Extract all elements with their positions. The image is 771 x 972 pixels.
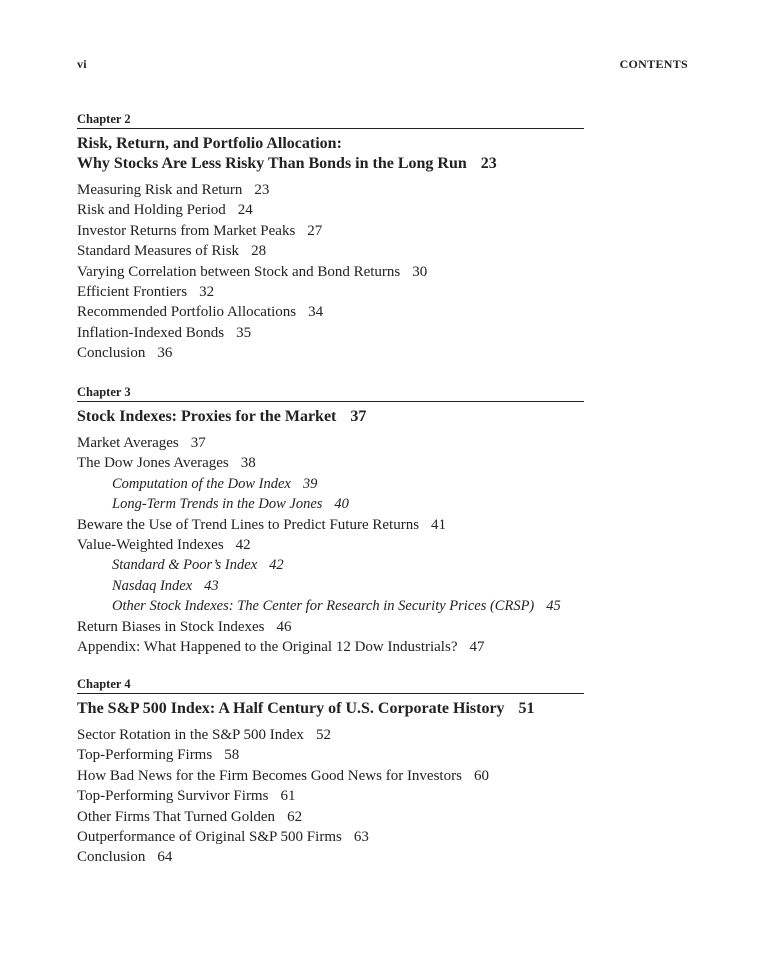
toc-subentry[interactable] (77, 596, 584, 616)
toc-entry[interactable] (77, 180, 584, 200)
entry-page-number: 52 (315, 727, 331, 743)
entry-title: Other Firms That Turned Golden (77, 808, 276, 825)
chapter-title-line: Risk, Return, and Portfolio Allocation: (77, 135, 342, 152)
entry-title: Conclusion (77, 345, 146, 362)
chapter-page-number: 37 (350, 408, 367, 425)
entry-title: Inflation-Indexed Bonds (77, 324, 225, 341)
entry-page-number: 35 (236, 324, 252, 341)
section-list (77, 433, 584, 657)
toc-subentry[interactable] (77, 494, 584, 514)
entry-page-number: 41 (431, 516, 447, 533)
entry-title: Measuring Risk and Return (77, 182, 243, 198)
entry-page-number: 58 (224, 747, 240, 764)
chapter-title-line: Why Stocks Are Less Risky Than Bonds in the Long Run (77, 155, 467, 172)
entry-title: Market Averages (77, 435, 179, 451)
entry-page-number: 24 (237, 202, 253, 219)
entry-title: Appendix: What Happened to the Original 12 Dow Industrials? (77, 639, 458, 656)
running-head (77, 57, 688, 73)
entry-page-number: 40 (334, 496, 349, 513)
toc-entry[interactable] (77, 221, 584, 241)
entry-page-number: 39 (302, 475, 318, 492)
entry-title: Long-Term Trends in the Dow Jones (112, 496, 323, 513)
chapter-rule (77, 128, 584, 129)
entry-page-number: 42 (269, 557, 284, 574)
chapter-title (77, 407, 584, 427)
entry-title: Standard Measures of Risk (77, 243, 240, 260)
toc-entry[interactable] (77, 515, 584, 535)
entry-page-number: 32 (199, 284, 215, 301)
entry-title: Outperformance of Original S&P 500 Firms (77, 829, 342, 846)
entry-title: Investor Returns from Market Peaks (77, 222, 296, 239)
chapter-page-number: 23 (480, 155, 497, 172)
entry-title: Beware the Use of Trend Lines to Predict Future Returns (77, 516, 420, 533)
chapter-rule (77, 401, 584, 402)
chapter-rule (77, 693, 584, 694)
toc-entry[interactable] (77, 535, 584, 555)
entry-page-number: 60 (473, 767, 489, 784)
toc-entry[interactable] (77, 847, 584, 867)
entry-title: Top-Performing Firms (77, 747, 213, 764)
section-list (77, 180, 584, 364)
toc-entry[interactable] (77, 637, 584, 657)
entry-title: Recommended Portfolio Allocations (77, 304, 297, 321)
entry-page-number: 27 (307, 222, 323, 239)
entry-title: Standard & Poor’s Index (112, 557, 258, 574)
entry-title: Nasdaq Index (112, 577, 193, 594)
entry-page-number: 34 (308, 304, 324, 321)
toc-entry[interactable] (77, 241, 584, 261)
entry-title: Efficient Frontiers (77, 284, 188, 301)
chapter-title-line: Stock Indexes: Proxies for the Market (77, 408, 337, 425)
entry-title: Computation of the Dow Index (112, 475, 291, 492)
entry-page-number: 46 (276, 618, 292, 635)
toc-entry[interactable] (77, 200, 584, 220)
toc-subentry[interactable] (77, 555, 584, 575)
entry-title: Risk and Holding Period (77, 202, 226, 219)
section-list (77, 725, 584, 868)
entry-page-number: 47 (469, 639, 485, 656)
toc-entry[interactable] (77, 302, 584, 322)
toc-entry[interactable] (77, 323, 584, 343)
toc-entry[interactable] (77, 807, 584, 827)
toc-entry[interactable] (77, 433, 584, 453)
toc-entry[interactable] (77, 617, 584, 637)
chapter-4-section (77, 675, 584, 868)
entry-page-number: 23 (254, 182, 270, 198)
entry-page-number: 36 (157, 345, 173, 362)
entry-title: Varying Correlation between Stock and Bond Returns (77, 263, 401, 280)
page-folio: vi (77, 57, 87, 71)
entry-title: Value-Weighted Indexes (77, 537, 224, 554)
toc-subentry[interactable] (77, 576, 584, 596)
chapter-page-number: 51 (518, 700, 535, 717)
toc-entry[interactable] (77, 282, 584, 302)
chapter-3-section (77, 383, 584, 657)
entry-title: Return Biases in Stock Indexes (77, 618, 265, 635)
entry-page-number: 37 (190, 435, 206, 451)
toc-entry[interactable] (77, 725, 584, 745)
entry-page-number: 28 (251, 243, 267, 260)
entry-page-number: 30 (412, 263, 428, 280)
toc-entry[interactable] (77, 786, 584, 806)
entry-page-number: 45 (546, 598, 561, 615)
entry-title: Sector Rotation in the S&P 500 Index (77, 727, 304, 743)
entry-page-number: 64 (157, 849, 173, 866)
entry-page-number: 43 (204, 577, 219, 594)
chapter-title (77, 134, 584, 174)
chapter-label: Chapter 4 (77, 677, 131, 691)
entry-title: Other Stock Indexes: The Center for Research in Security Prices (CRSP) (112, 598, 535, 615)
toc-entry[interactable] (77, 827, 584, 847)
toc-subentry[interactable] (77, 474, 584, 494)
toc-entry[interactable] (77, 262, 584, 282)
toc-entry[interactable] (77, 766, 584, 786)
entry-title: Top-Performing Survivor Firms (77, 788, 269, 805)
toc-entry[interactable] (77, 745, 584, 765)
toc-entry[interactable] (77, 343, 584, 363)
chapter-2-section (77, 110, 584, 364)
toc-entry[interactable] (77, 453, 584, 473)
entry-title: The Dow Jones Averages (77, 455, 229, 472)
chapter-label: Chapter 2 (77, 112, 131, 126)
chapter-title-line: The S&P 500 Index: A Half Century of U.S. Corporate History (77, 700, 505, 717)
chapter-label: Chapter 3 (77, 385, 131, 399)
entry-page-number: 38 (240, 455, 256, 472)
entry-title: Conclusion (77, 849, 146, 866)
entry-page-number: 42 (235, 537, 251, 554)
chapter-title (77, 699, 584, 719)
entry-page-number: 62 (287, 808, 303, 825)
entry-title: How Bad News for the Firm Becomes Good News for Investors (77, 767, 462, 784)
entry-page-number: 63 (353, 829, 369, 846)
entry-page-number: 61 (280, 788, 296, 805)
running-head-title: CONTENTS (619, 57, 688, 71)
